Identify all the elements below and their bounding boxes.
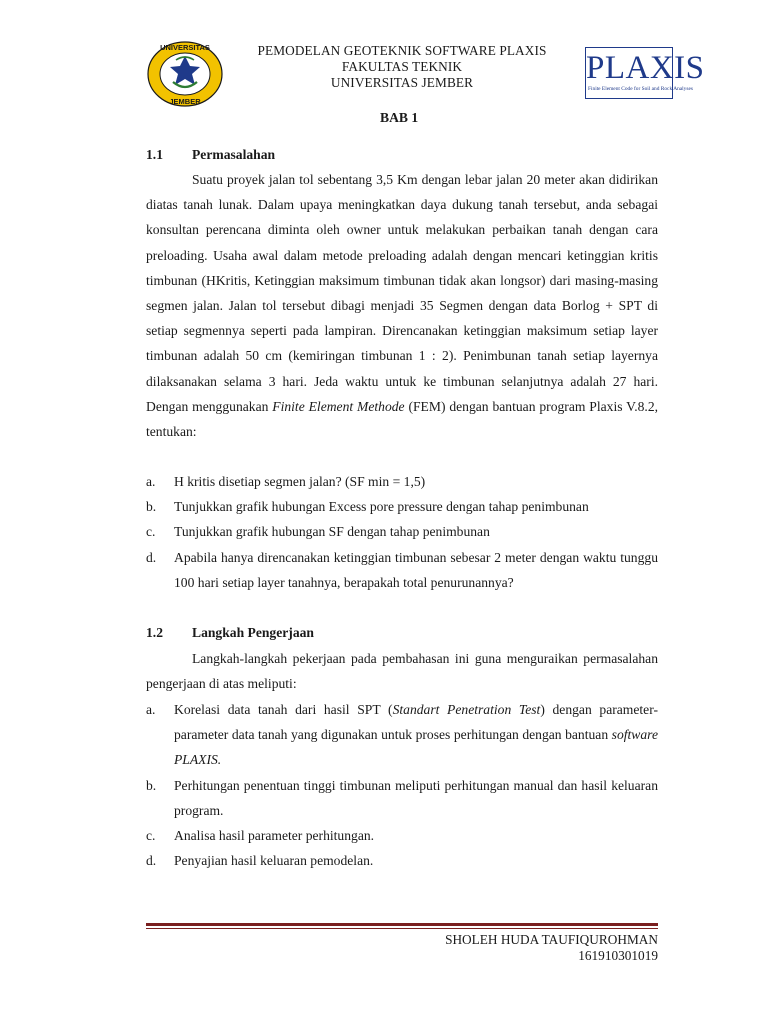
- section-number: 1.2: [146, 625, 163, 640]
- unej-logo-text-bottom: JEMBER: [169, 97, 201, 106]
- list-item-text-part: Korelasi data tanah dari hasil SPT (: [174, 702, 393, 717]
- section-1-1-list: [146, 469, 658, 595]
- list-item-italic-part: software PLAXIS.: [174, 727, 658, 768]
- plaxis-logo-brand: PLAXIS: [586, 50, 705, 86]
- list-item: [146, 823, 658, 848]
- section-heading-1-1: [146, 147, 275, 163]
- list-item-text: Apabila hanya direncanakan ketinggian timbunan sebesar 2 meter dengan waktu tunggu 100 hari setiap layer tanahnya, berapakah total penurunannya?: [174, 549, 658, 590]
- section-title: Permasalahan: [192, 147, 276, 162]
- list-marker: d.: [146, 549, 157, 565]
- paragraph-text: Suatu proyek jalan tol sebentang 3,5 Km dengan lebar jalan 20 meter akan didirikan diatas tanah lunak. Dalam upaya meningkatkan daya dukung tanah tersebut, anda sebagai konsultan perencana diminta oleh owner untuk melakukan perbaikan tanah dengan cara preloading. Usaha awal dalam metode preloading adalah dengan mencari ketinggian kritis timbunan (HKritis, Ketinggian maksimum timbunan tidak akan longsor) dari masing-masing segmen jalan. Jalan tol tersebut dibagi menjadi 35 Segmen dengan data Borlog + SPT di setiap segmennya seperti pada lampiran. Direncanakan ketinggian maksimum setiap layer timbunan adalah 50 cm (kemiringan timbunan 1 : 2). Penimbunan tanah setiap layernya dilaksanakan selama 3 hari. Jeda waktu untuk ke timbunan selanjutnya adalah 27 hari. Dengan menggunakan: [146, 172, 658, 414]
- list-item: [146, 773, 658, 823]
- header-line-2: FAKULTAS TEKNIK: [341, 59, 463, 74]
- section-title: Langkah Pengerjaan: [192, 625, 314, 640]
- unej-logo-text-top: UNIVERSITAS: [160, 43, 210, 52]
- list-item: [146, 519, 658, 544]
- list-item: [146, 697, 658, 773]
- unej-logo-icon: [146, 40, 224, 108]
- section-1-2-list: [146, 697, 658, 873]
- footer-author-name: SHOLEH HUDA TAUFIQUROHMAN: [445, 932, 658, 947]
- header-line-3: UNIVERSITAS JEMBER: [330, 75, 474, 90]
- list-item-italic-part: Standart Penetration Test: [392, 702, 541, 717]
- list-item: [146, 848, 658, 873]
- footer-divider-thick: [146, 923, 658, 926]
- list-marker: a.: [146, 702, 156, 717]
- list-item-text: Tunjukkan grafik hubungan SF dengan tahap penimbunan: [174, 524, 490, 540]
- list-marker: d.: [146, 853, 157, 869]
- paragraph-text-end: (FEM) dengan bantuan program Plaxis V.8.2, tentukan:: [146, 398, 659, 440]
- list-marker: a.: [146, 474, 156, 489]
- paragraph-italic-text: Finite Element Methode: [272, 398, 405, 414]
- list-item: [146, 545, 658, 595]
- list-marker: c.: [146, 828, 156, 844]
- list-item-text-part: ) dengan parameter-parameter data tanah yang digunakan untuk proses perhitungan dengan bantuan: [174, 702, 658, 743]
- paragraph-text: Langkah-langkah pekerjaan pada pembahasan ini guna menguraikan permasalahan pengerjaan di atas meliputi:: [146, 651, 658, 692]
- list-item-text: [174, 697, 658, 773]
- list-item-text: Perhitungan penentuan tinggi timbunan meliputi perhitungan manual dan hasil keluaran program.: [174, 777, 658, 818]
- section-heading-1-2: [146, 625, 314, 641]
- section-number: 1.1: [146, 147, 163, 162]
- list-item-text: Analisa hasil parameter perhitungan.: [174, 828, 375, 844]
- footer-student-id: 161910301019: [578, 948, 658, 963]
- section-1-1-paragraph: [146, 167, 658, 444]
- list-item-text: H kritis disetiap segmen jalan? (SF min = 1,5): [174, 474, 426, 489]
- list-marker: c.: [146, 524, 156, 540]
- list-marker: b.: [146, 499, 157, 515]
- list-item-text: Penyajian hasil keluaran pemodelan.: [174, 853, 374, 869]
- header-line-1: PEMODELAN GEOTEKNIK SOFTWARE PLAXIS: [257, 43, 547, 58]
- section-1-2-paragraph: [146, 646, 658, 696]
- list-item: [146, 469, 658, 494]
- page-header: [0, 40, 768, 110]
- list-item-text: Tunjukkan grafik hubungan Excess pore pressure dengan tahap penimbunan: [174, 499, 589, 515]
- list-item: [146, 494, 658, 519]
- header-title-block: [232, 43, 572, 91]
- footer-divider-thin: [146, 928, 658, 929]
- list-marker: b.: [146, 777, 157, 793]
- plaxis-logo: [585, 47, 705, 99]
- chapter-title: BAB 1: [380, 110, 419, 125]
- plaxis-logo-tagline: Finite Element Code for Soil and Rock Analyses: [588, 86, 693, 92]
